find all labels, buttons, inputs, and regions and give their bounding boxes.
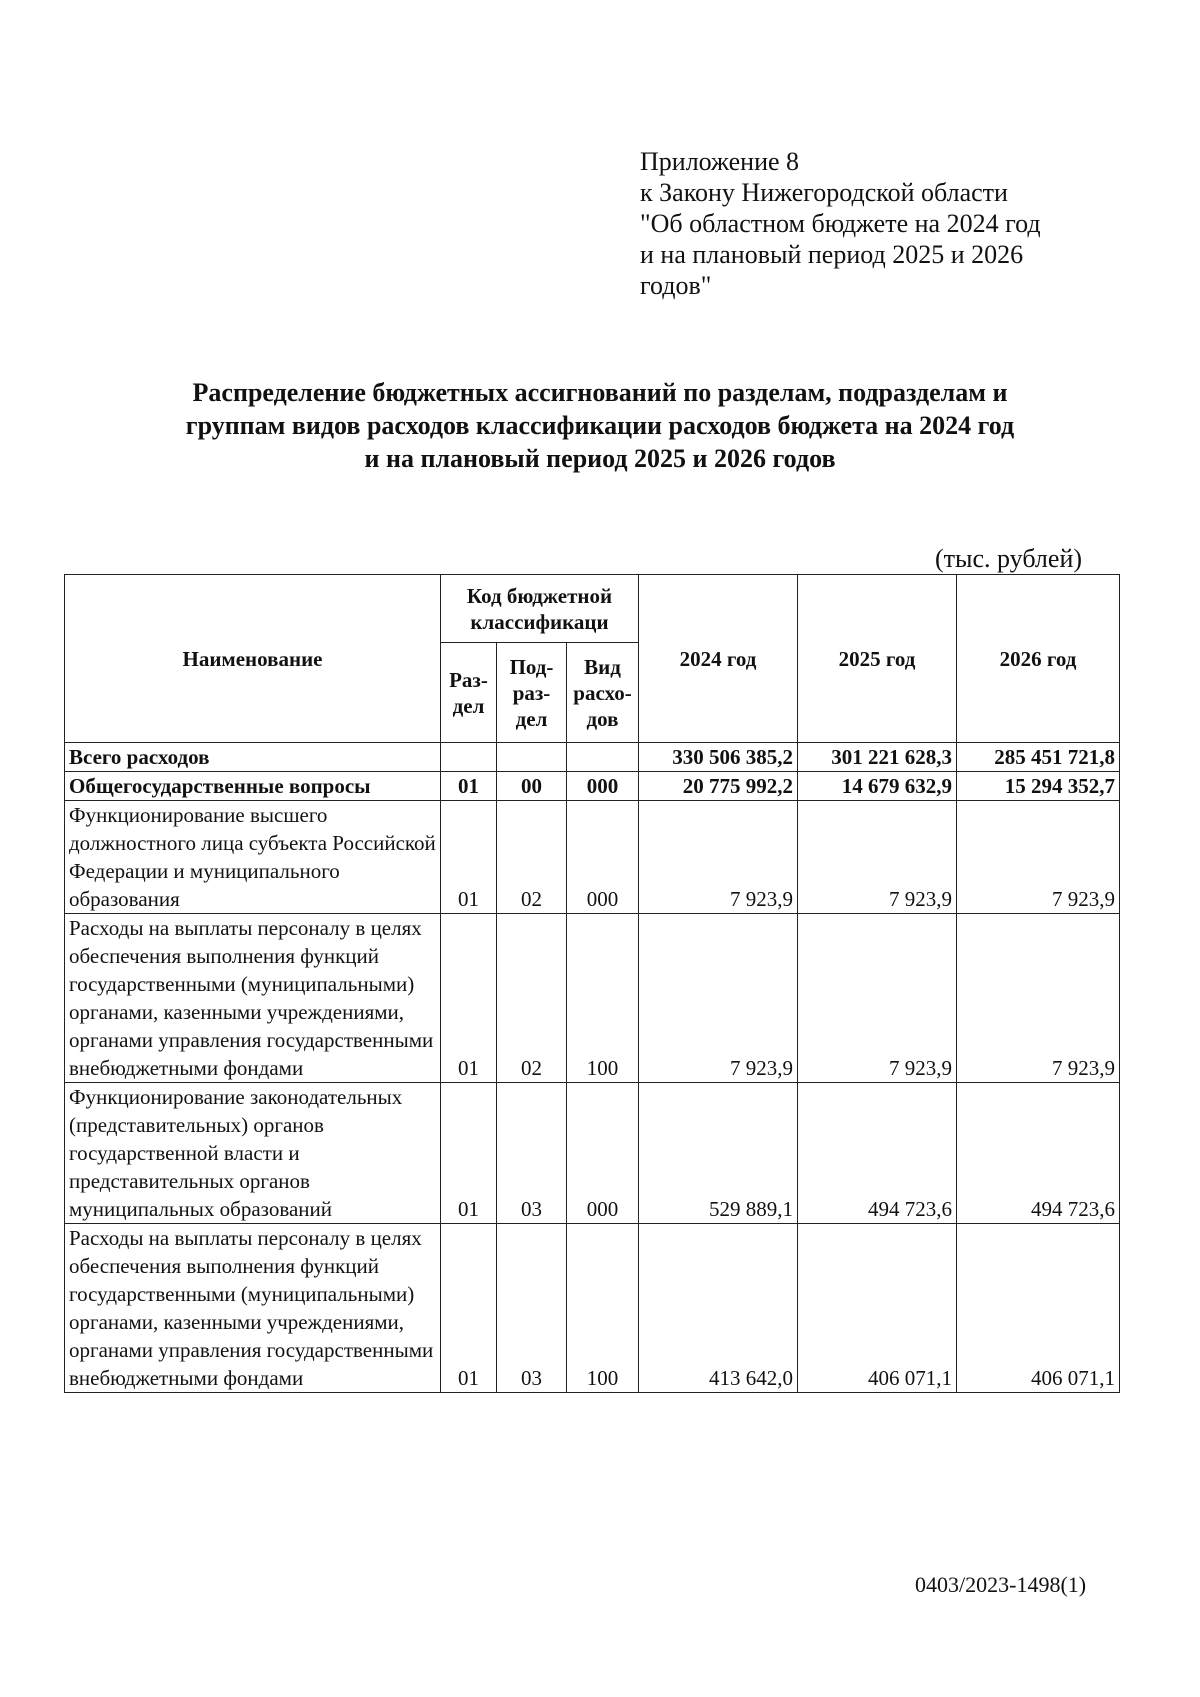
cell-vid: 000 xyxy=(567,1083,639,1224)
appendix-line: и на плановый период 2025 и 2026 xyxy=(640,240,1024,269)
table-row xyxy=(65,1083,1120,1224)
table-row xyxy=(65,801,1120,914)
cell-podrazdel xyxy=(497,743,567,772)
budget-table xyxy=(64,574,1120,1393)
cell-name: Расходы на выплаты персоналу в целях обеспечения выполнения функций государственными (муниципальными) органами, казенными учреждениями, органами управления государственными внебюджетными фондами xyxy=(65,914,441,1083)
header-razdel: Раз-дел xyxy=(441,643,497,743)
cell-2025: 406 071,1 xyxy=(798,1224,957,1393)
cell-2024: 7 923,9 xyxy=(639,801,798,914)
cell-podrazdel: 02 xyxy=(497,801,567,914)
cell-name: Всего расходов xyxy=(65,743,441,772)
cell-podrazdel: 02 xyxy=(497,914,567,1083)
cell-razdel: 01 xyxy=(441,914,497,1083)
cell-2024: 529 889,1 xyxy=(639,1083,798,1224)
appendix-line: Приложение 8 xyxy=(640,147,800,176)
cell-2026: 7 923,9 xyxy=(957,914,1120,1083)
appendix-line: "Об областном бюджете на 2024 год xyxy=(640,209,1041,238)
units-label: (тыс. рублей) xyxy=(935,544,1083,573)
cell-2025: 7 923,9 xyxy=(798,914,957,1083)
cell-podrazdel: 03 xyxy=(497,1083,567,1224)
cell-2026: 406 071,1 xyxy=(957,1224,1120,1393)
cell-2026: 15 294 352,7 xyxy=(957,772,1120,801)
title-line: Распределение бюджетных ассигнований по разделам, подразделам и xyxy=(192,378,1008,407)
appendix-line: к Закону Нижегородской области xyxy=(640,178,1008,207)
cell-2024: 20 775 992,2 xyxy=(639,772,798,801)
cell-name: Функционирование законодательных (представительных) органов государственной власти и представительных органов муниципальных образований xyxy=(65,1083,441,1224)
cell-razdel: 01 xyxy=(441,801,497,914)
cell-razdel: 01 xyxy=(441,1224,497,1393)
header-2026: 2026 год xyxy=(957,575,1120,743)
cell-razdel xyxy=(441,743,497,772)
table-row xyxy=(65,914,1120,1083)
header-vid: Вид расхо-дов xyxy=(567,643,639,743)
cell-2024: 330 506 385,2 xyxy=(639,743,798,772)
title-line: группам видов расходов классификации расходов бюджета на 2024 год xyxy=(185,411,1015,440)
header-2024: 2024 год xyxy=(639,575,798,743)
cell-2024: 7 923,9 xyxy=(639,914,798,1083)
header-podrazdel: Под-раз-дел xyxy=(497,643,567,743)
cell-podrazdel: 03 xyxy=(497,1224,567,1393)
cell-name: Расходы на выплаты персоналу в целях обеспечения выполнения функций государственными (муниципальными) органами, казенными учреждениями, органами управления государственными внебюджетными фондами xyxy=(65,1224,441,1393)
cell-2025: 301 221 628,3 xyxy=(798,743,957,772)
cell-vid: 100 xyxy=(567,914,639,1083)
table-row xyxy=(65,1224,1120,1393)
header-code-group: Код бюджетной классификаци xyxy=(441,575,639,643)
cell-2026: 7 923,9 xyxy=(957,801,1120,914)
cell-2024: 413 642,0 xyxy=(639,1224,798,1393)
title-line: и на плановый период 2025 и 2026 годов xyxy=(364,444,836,473)
header-name: Наименование xyxy=(65,575,441,743)
cell-vid: 000 xyxy=(567,801,639,914)
appendix-block xyxy=(640,146,1140,301)
appendix-line: годов" xyxy=(640,271,712,300)
document-title xyxy=(100,376,1100,475)
cell-2025: 7 923,9 xyxy=(798,801,957,914)
table-row xyxy=(65,743,1120,772)
cell-razdel: 01 xyxy=(441,772,497,801)
cell-2026: 285 451 721,8 xyxy=(957,743,1120,772)
table-row xyxy=(65,772,1120,801)
cell-razdel: 01 xyxy=(441,1083,497,1224)
cell-vid xyxy=(567,743,639,772)
cell-2025: 14 679 632,9 xyxy=(798,772,957,801)
cell-vid: 000 xyxy=(567,772,639,801)
cell-name: Функционирование высшего должностного лица субъекта Российской Федерации и муниципального образования xyxy=(65,801,441,914)
cell-vid: 100 xyxy=(567,1224,639,1393)
cell-podrazdel: 00 xyxy=(497,772,567,801)
cell-name: Общегосударственные вопросы xyxy=(65,772,441,801)
cell-2026: 494 723,6 xyxy=(957,1083,1120,1224)
document-code: 0403/2023-1498(1) xyxy=(915,1572,1087,1597)
cell-2025: 494 723,6 xyxy=(798,1083,957,1224)
header-2025: 2025 год xyxy=(798,575,957,743)
